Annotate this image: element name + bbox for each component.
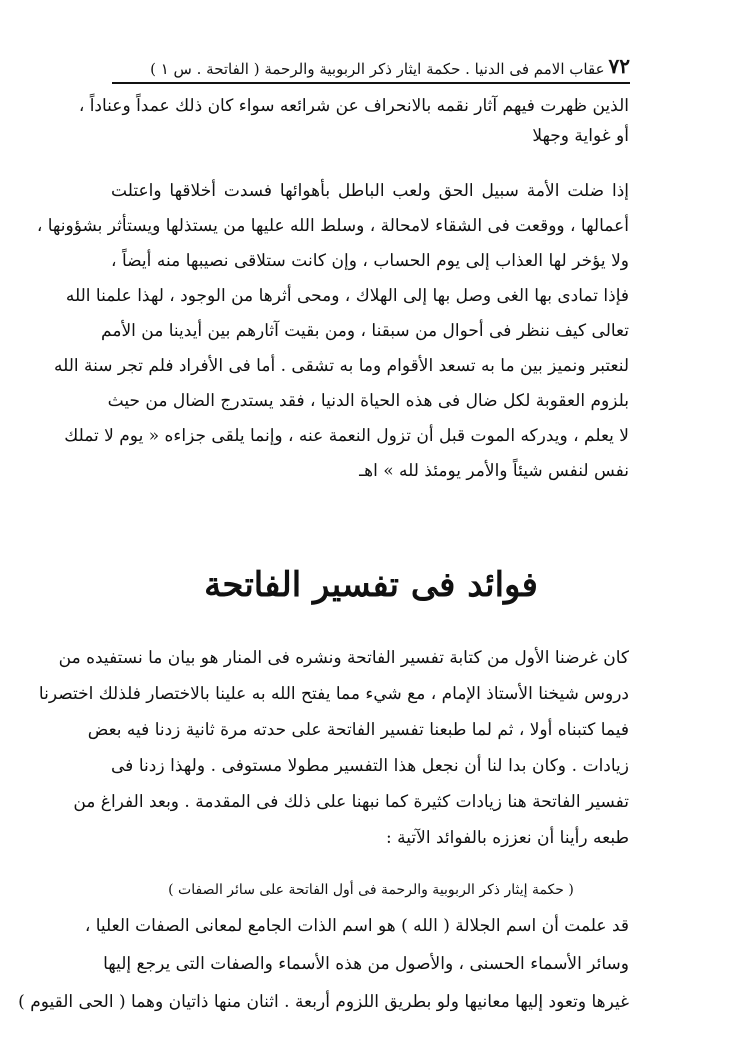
text-line: لا يعلم ، ويدركه الموت قبل أن تزول النعمة عنه ، وإنما يلقى جزاءه « يوم لا تملك <box>64 426 629 446</box>
text-line: فإذا تمادى بها الغى وصل بها إلى الهلاك ، ومحى أثرها من الوجود ، لهذا علمنا الله <box>65 286 629 306</box>
text-line: لنعتبر ونميز بين ما به تسعد الأقوام وما به تشقى . أما فى الأفراد فلم تجر سنة الله <box>53 356 629 376</box>
text-line: تفسير الفاتحة هنا زيادات كثيرة كما نبهنا على ذلك فى المقدمة . وبعد الفراغ من <box>73 792 629 812</box>
subheading: ( حكمة إيثار ذكر الربوبية والرحمة فى أول الفاتحة على سائر الصفات ) <box>168 882 574 898</box>
paragraph-1 <box>78 96 629 158</box>
section-title: فوائد فى تفسير الفاتحة <box>204 565 538 605</box>
text-line: نفس لنفس شيئاً والأمر يومئذ لله » اهـ <box>359 461 629 481</box>
text-line: فيما كتبناه أولا ، ثم لما طبعنا تفسير الفاتحة على حدته مرة ثانية زدنا فيه بعض <box>87 720 629 740</box>
text-line: دروس شيخنا الأستاذ الإمام ، مع شيء مما يفتح الله به علينا بالاختصار فلذلك اختصرنا <box>38 684 629 704</box>
text-line: وسائر الأسماء الحسنى ، والأصول من هذه الأسماء والصفات التى يرجع إليها <box>103 954 629 974</box>
text-line: طبعه رأينا أن نعززه بالفوائد الآتية : <box>386 828 629 848</box>
text-line: غيرها وتعود إليها معانيها ولو بطريق اللزوم أربعة . اثنان منها ذاتيان وهما ( الحى القيوم ) <box>18 992 629 1012</box>
paragraph-4 <box>18 916 629 1032</box>
text-line: تعالى كيف ننظر فى أحوال من سبقنا ، ومن بقيت آثارهم بين أيدينا من الأمم <box>101 321 629 341</box>
text-line: زيادات . وكان بدا لنا أن نجعل هذا التفسير مطولا مستوفى . ولهذا زدنا فى <box>111 756 629 776</box>
text-line: أو غواية وجهلا <box>532 126 629 146</box>
text-line: أعمالها ، ووقعت فى الشقاء لامحالة ، وسلط الله عليها من يستذلها ويستأثر بشؤونها ، <box>36 216 629 236</box>
paragraph-3 <box>38 648 629 866</box>
text-line: ولا يؤخر لها العذاب إلى يوم الحساب ، وإن كانت ستلاقى نصيبها منه أيضاً ، <box>111 251 629 271</box>
text-line: قد علمت أن اسم الجلالة ( الله ) هو اسم الذات الجامع لمعانى الصفات العليا ، <box>84 916 629 936</box>
text-line: بلزوم العقوبة لكل ضال فى هذه الحياة الدنيا ، فقد يستدرج الضال من حيث <box>107 391 629 411</box>
paragraph-2 <box>36 181 629 498</box>
running-title: عقاب الامم فى الدنيا . حكمة ايثار ذكر الربوبية والرحمة ( الفاتحة . س ١ ) <box>150 60 605 78</box>
page-header <box>112 50 630 84</box>
text-line: كان غرضنا الأول من كتابة تفسير الفاتحة ونشره فى المنار هو بيان ما نستفيده من <box>58 648 629 668</box>
text-line: إذا ضلت الأمة سبيل الحق ولعب الباطل بأهوائها فسدت أخلاقها واعتلت <box>111 181 629 201</box>
text-line: الذين ظهرت فيهم آثار نقمه بالانحراف عن شرائعه سواء كان ذلك عمداً وعناداً ، <box>78 96 629 116</box>
page-number: ٧٢ <box>608 54 630 78</box>
